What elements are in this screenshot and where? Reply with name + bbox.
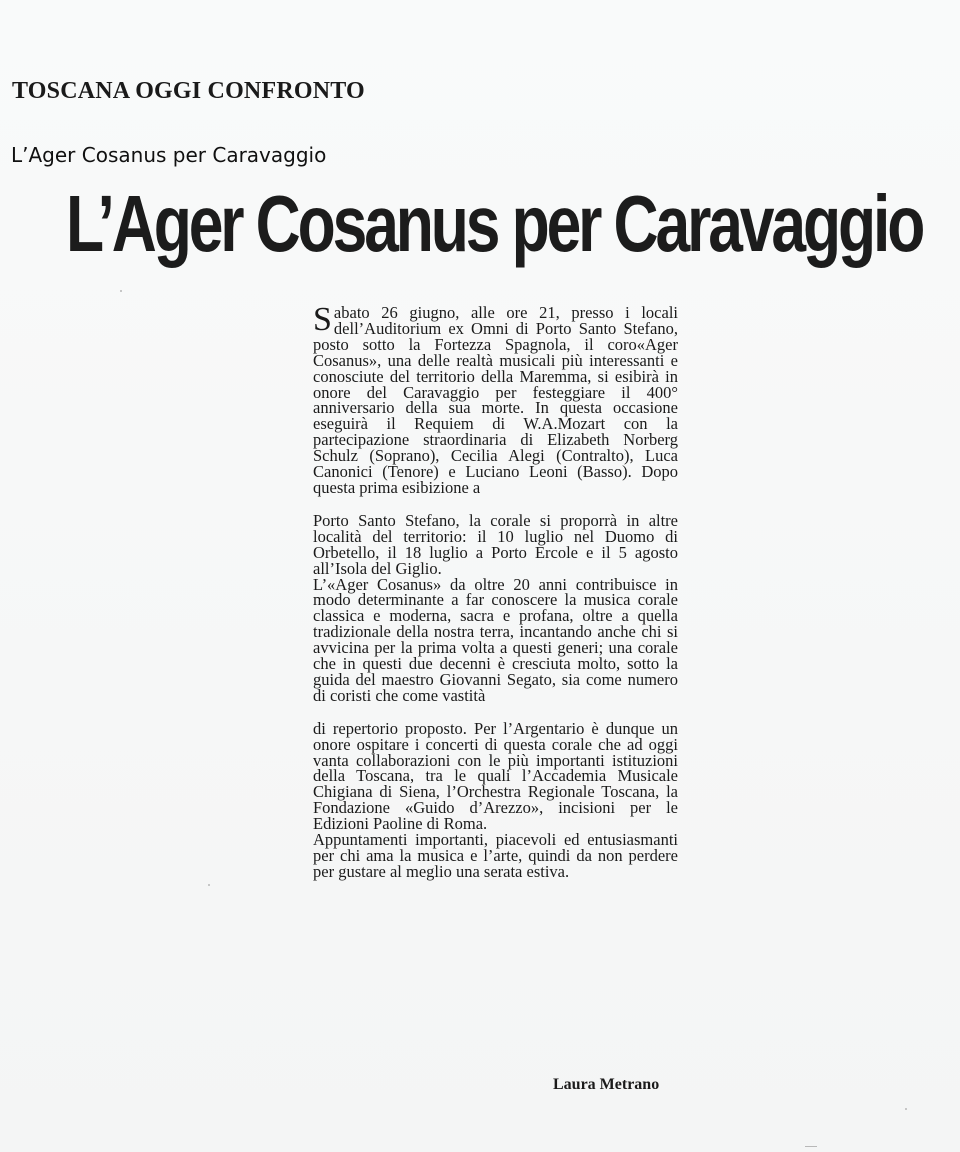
drop-cap: S — [313, 301, 332, 338]
scan-speck — [905, 1108, 907, 1110]
article-headline: L’Ager Cosanus per Caravaggio — [66, 179, 923, 268]
paragraph-2: Porto Santo Stefano, la corale si proporrà in altre località del territorio: il 10 luglio nel Duomo di Orbetello, il 18 luglio a Porto Ercole e il 5 agosto all’Isola del Giglio. — [313, 510, 678, 578]
newspaper-source: TOSCANA OGGI CONFRONTO — [12, 78, 365, 104]
scan-speck — [120, 290, 122, 292]
paragraph-5: Appuntamenti importanti, piacevoli ed entusiasmanti per chi ama la musica e l’arte, quindi da non perdere per gustare al meglio una serata estiva. — [313, 830, 678, 881]
paragraph-1-text: abato 26 giugno, alle ore 21, presso i locali dell’Auditorium ex Omni di Porto Santo Stefano, posto sotto la Fortezza Spagnola, il coro«Ager Cosanus», una delle realtà musicali più interessanti e conosciute del territorio della Maremma, si esibirà in onore del Caravaggio per festeggiare il 400° anniversario della sua morte. In questa occasione eseguirà il Requiem di W.A.Mozart con la partecipazione straordinaria di Elizabeth Norberg Schulz (Soprano), Cecilia Alegi (Contralto), Luca Canonici (Tenore) e Luciano Leoni (Basso). Dopo questa prima esibizione a — [313, 303, 678, 497]
author-signature: Laura Metrano — [553, 1076, 660, 1093]
paragraph-4: di repertorio proposto. Per l’Argentario è dunque un onore ospitare i concerti di questa corale che ad oggi vanta collaborazioni con le più importanti istituzioni della Toscana, tra le quali l’Accademia Musicale Chigiana di Siena, l’Orchestra Regionale Toscana, la Fondazione «Guido d’Arezzo», incisioni per le Edizioni Paoline di Roma. — [313, 718, 678, 834]
scan-speck — [208, 884, 210, 886]
scan-speck — [805, 1146, 817, 1147]
paragraph-3: L’«Ager Cosanus» da oltre 20 anni contribuisce in modo determinante a far conoscere la musica corale classica e moderna, sacra e profana, oltre a quella tradizionale della nostra terra, incantando anche chi si avvicina per la prima volta a questi generi; una corale che in questi due decenni è cresciuta molto, sotto la guida del maestro Giovanni Segato, sia come numero di coristi che come vastità — [313, 574, 678, 705]
paragraph-1 — [313, 301, 678, 497]
article-body — [313, 301, 678, 881]
article-label: L’Ager Cosanus per Caravaggio — [11, 143, 327, 167]
